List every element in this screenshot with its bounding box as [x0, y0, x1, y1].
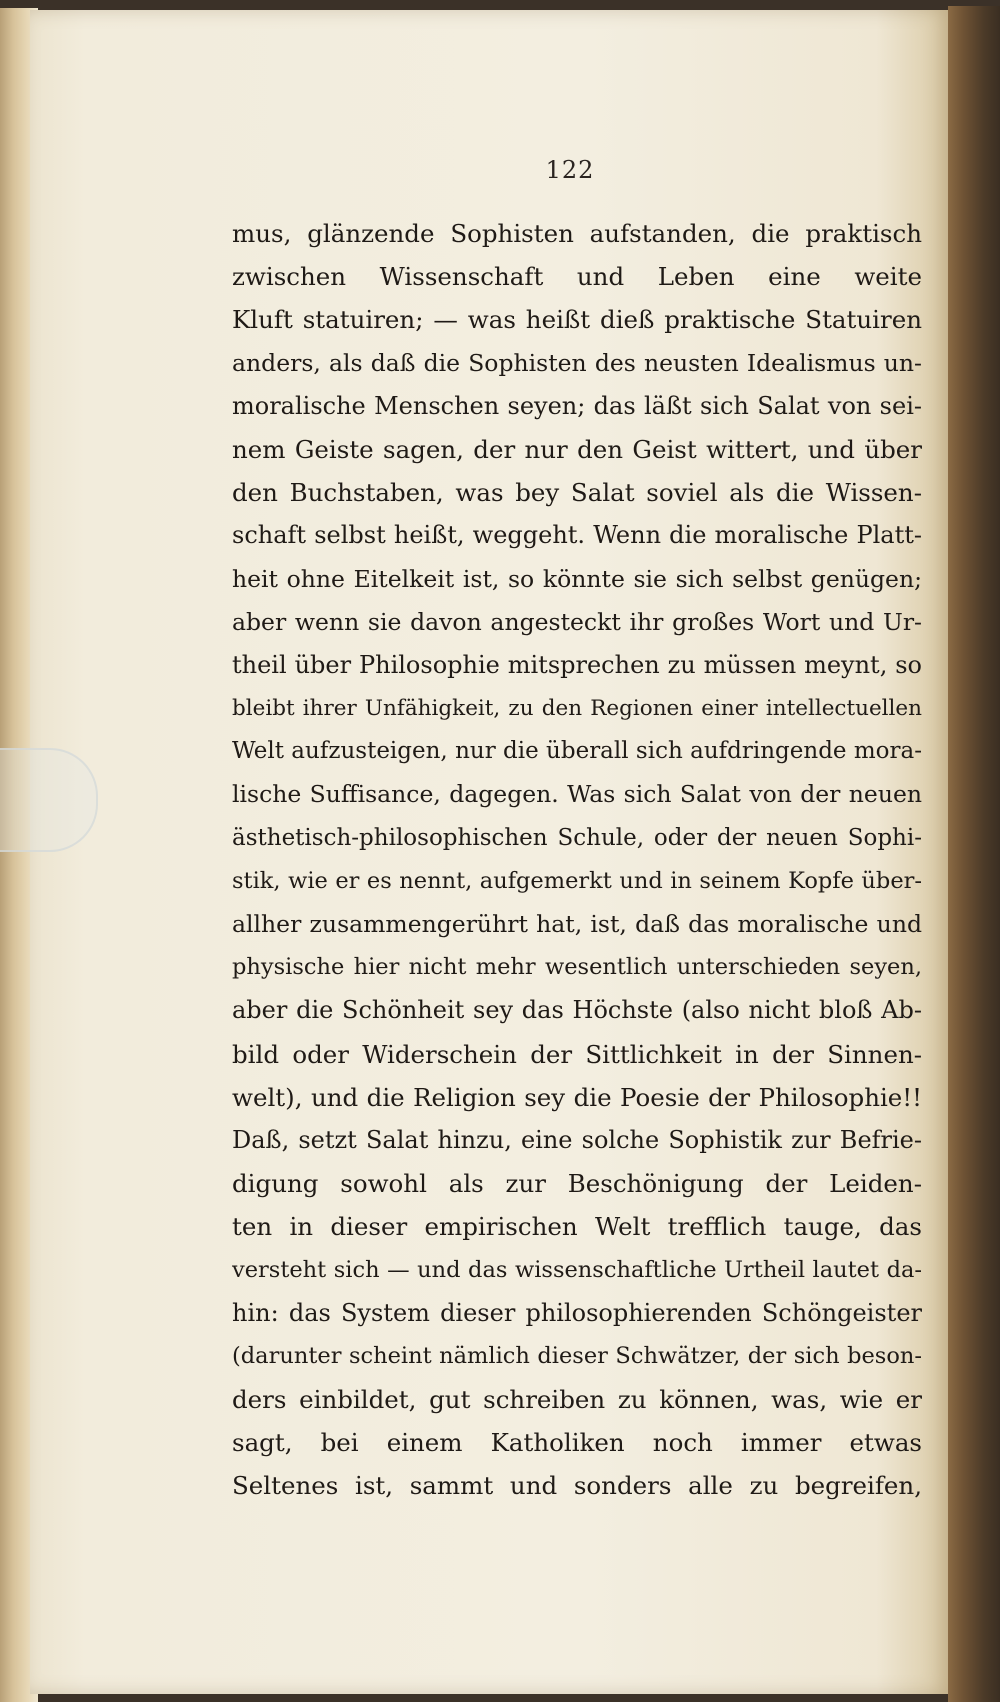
- text-line: theil über Philosophie mitsprechen zu müssen meynt, so: [232, 650, 922, 679]
- text-line: versteht sich — und das wissenschaftliche Urtheil lautet da-: [232, 1256, 922, 1283]
- text-line: aber die Schönheit sey das Höchste (also nicht bloß Ab-: [232, 996, 922, 1025]
- text-line: ästhetisch-philosophischen Schule, oder der neuen Sophi-: [232, 824, 922, 851]
- page-edge-right: [948, 6, 1000, 1702]
- text-line: ten in dieser empirischen Welt trefflich tauge, das: [232, 1212, 922, 1242]
- text-line: heit ohne Eitelkeit ist, so könnte sie sich selbst genügen;: [232, 564, 922, 593]
- text-line: aber wenn sie davon angesteckt ihr großes Wort und Ur-: [232, 607, 922, 636]
- text-line: Welt aufzusteigen, nur die überall sich aufdringende mora-: [232, 738, 922, 765]
- text-line: nem Geiste sagen, der nur den Geist wittert, und über: [232, 434, 922, 464]
- text-line: schaft selbst heißt, weggeht. Wenn die moralische Platt-: [232, 521, 922, 550]
- text-line: bild oder Widerschein der Sittlichkeit in der Sinnen-: [232, 1039, 922, 1069]
- text-line: digung sowohl als zur Beschönigung der Leiden-: [232, 1169, 922, 1199]
- text-line: den Buchstaben, was bey Salat soviel als die Wissen-: [232, 478, 922, 508]
- text-line: mus, glänzende Sophisten aufstanden, die praktisch: [232, 219, 922, 248]
- page-number: 122: [545, 156, 595, 184]
- text-line: Daß, setzt Salat hinzu, eine solche Sophistik zur Befrie-: [232, 1125, 922, 1154]
- text-line: physische hier nicht mehr wesentlich unterschieden seyen,: [232, 954, 922, 981]
- text-line: Seltenes ist, sammt und sonders alle zu begreifen,: [232, 1471, 922, 1501]
- text-line: (darunter scheint nämlich dieser Schwätzer, der sich beson-: [232, 1342, 922, 1369]
- text-line: stik, wie er es nennt, aufgemerkt und in seinem Kopfe über-: [232, 867, 922, 894]
- text-line: welt), und die Religion sey die Poesie der Philosophie!!: [232, 1082, 922, 1112]
- text-line: zwischen Wissenschaft und Leben eine weite: [232, 262, 922, 292]
- page-tab-marker: [0, 748, 98, 852]
- text-line: Kluft statuiren; — was heißt dieß praktische Statuiren: [232, 305, 922, 335]
- text-line: bleibt ihrer Unfähigkeit, zu den Regionen einer intellectuellen: [232, 696, 922, 722]
- text-line: allher zusammengerührt hat, ist, daß das moralische und: [232, 910, 922, 938]
- text-line: sagt, bei einem Katholiken noch immer etwas: [232, 1428, 922, 1458]
- body-text: [232, 212, 922, 1508]
- text-line: lische Suffisance, dagegen. Was sich Salat von der neuen: [232, 780, 922, 809]
- text-line: hin: das System dieser philosophierenden Schöngeister: [232, 1298, 922, 1327]
- text-line: moralische Menschen seyen; das läßt sich Salat von sei-: [232, 391, 922, 420]
- text-line: ders einbildet, gut schreiben zu können, was, wie er: [232, 1385, 922, 1415]
- text-line: anders, als daß die Sophisten des neusten Idealismus un-: [232, 348, 922, 377]
